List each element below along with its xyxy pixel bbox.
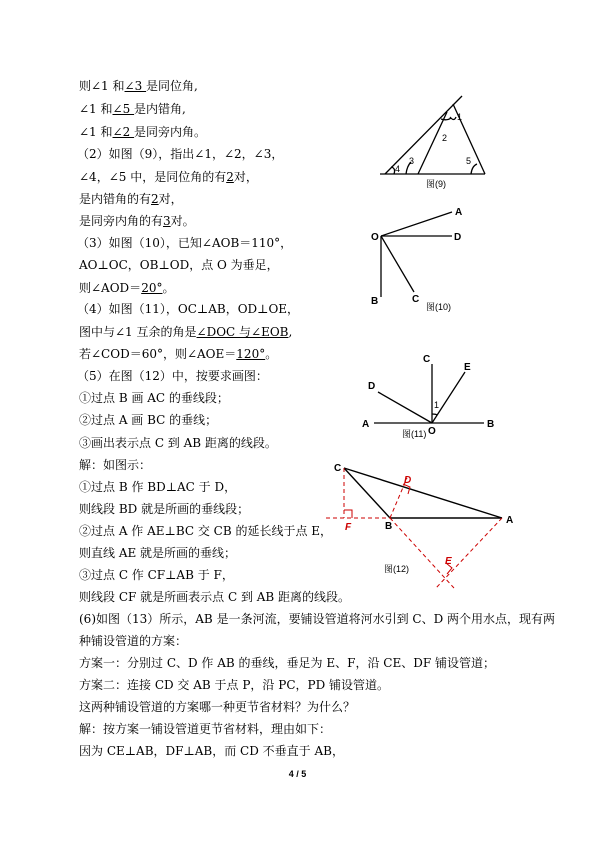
text-line-30: 解：按方案一铺设管道更节省材料，理由如下： [79,722,332,736]
point-label-O: O [428,426,436,437]
point-label-A: A [362,419,370,430]
text-line-4: （2）如图（9），指出∠1，∠2，∠3， [77,147,284,161]
figure-11 [355,350,505,440]
point-label-C: C [423,354,431,365]
point-label-C: C [334,463,342,474]
text-line-8: （3）如图（10），已知∠AOB＝110°， [77,236,293,250]
fig12-caption: 图(12) [384,564,410,574]
text-line-25: (6)如图（13）所示，AB 是一条河流，要铺设管道将河水引到 C、D 两个用水点，现有两 [79,612,556,626]
text-line-7: 是同旁内角的有3对。 [79,214,195,228]
text-line-23: ③过点 C 作 CF⊥AB 于 F， [79,568,234,582]
text-line-13: 若∠COD＝60°，则∠AOE＝120°。 [79,347,278,361]
text-line-28: 方案二：连接 CD 交 AB 于点 P，沿 PC，PD 铺设管道。 [79,678,390,692]
figure-12 [320,455,530,595]
point-label-D: D [404,475,412,486]
fig11-caption: 图(11) [402,429,427,439]
point-label-B: B [487,419,495,430]
text-line-29: 这两种铺设管道的方案哪一种更节省材料？为什么？ [79,700,356,714]
text-line-17: ③画出表示点 C 到 AB 距离的线段。 [79,436,277,450]
point-label-F: F [345,522,352,533]
angle-label-3: 3 [409,156,415,166]
text-line-21: ②过点 A 作 AE⊥BC 交 CB 的延长线于点 E， [79,524,333,538]
text-line-9: AO⊥OC，OB⊥OD，点 O 为垂足， [79,258,279,272]
point-label-E: E [445,556,452,567]
point-label-C: C [412,294,420,305]
page-number: 4 / 5 [288,769,307,779]
text-line-31: 因为 CE⊥AB，DF⊥AB，而 CD 不垂直于 AB， [79,744,344,758]
text-line-19: ①过点 B 作 BD⊥AC 于 D， [79,480,237,494]
text-line-6: 是内错角的有2对， [79,192,183,206]
figure-9 [375,90,495,190]
text-line-11: （4）如图（11），OC⊥AB，OD⊥OE， [77,302,300,316]
point-label-O: O [371,232,379,243]
point-label-D: D [368,381,376,392]
text-line-22: 则直线 AE 就是所画的垂线； [79,546,237,560]
text-line-1: 则∠1 和∠3 是同位角, [79,79,198,93]
text-line-10: 则∠AOD＝20°。 [79,281,175,295]
angle-label-4: 4 [395,164,401,174]
text-line-24: 则线段 CF 就是所画表示点 C 到 AB 距离的线段。 [79,590,351,604]
figure-10 [365,200,475,320]
angle-label-1: 1 [434,400,440,410]
text-line-20: 则线段 BD 就是所画的垂线段； [79,502,250,516]
angle-label-2: 2 [442,133,448,143]
angle-label-1: 1 [457,112,463,122]
text-line-16: ②过点 A 画 BC 的垂线； [79,413,218,427]
text-line-14: （5）在图（12）中，按要求画图： [77,369,268,383]
point-label-E: E [464,362,471,373]
text-line-5: ∠4，∠5 中，是同位角的有2对， [79,170,258,184]
fig9-caption: 图(9) [426,179,446,189]
point-label-A: A [455,207,463,218]
point-label-B: B [371,296,379,307]
text-line-27: 方案一：分别过 C、D 作 AB 的垂线，垂足为 E、F，沿 CE、DF 铺设管道； [79,656,495,670]
point-label-B: B [385,521,393,532]
text-line-26: 种铺设管道的方案： [79,634,188,648]
text-line-12: 图中与∠1 互余的角是∠DOC 与∠EOB, [79,325,293,339]
point-label-D: D [454,232,462,243]
text-line-18: 解：如图示： [79,458,152,472]
angle-label-5: 5 [466,156,472,166]
point-label-A: A [506,515,514,526]
text-line-3: ∠1 和∠2 是同旁内角。 [79,125,207,139]
text-line-2: ∠1 和∠5 是内错角, [79,102,186,116]
fig10-caption: 图(10) [426,302,452,312]
text-line-15: ①过点 B 画 AC 的垂线段； [79,391,229,405]
